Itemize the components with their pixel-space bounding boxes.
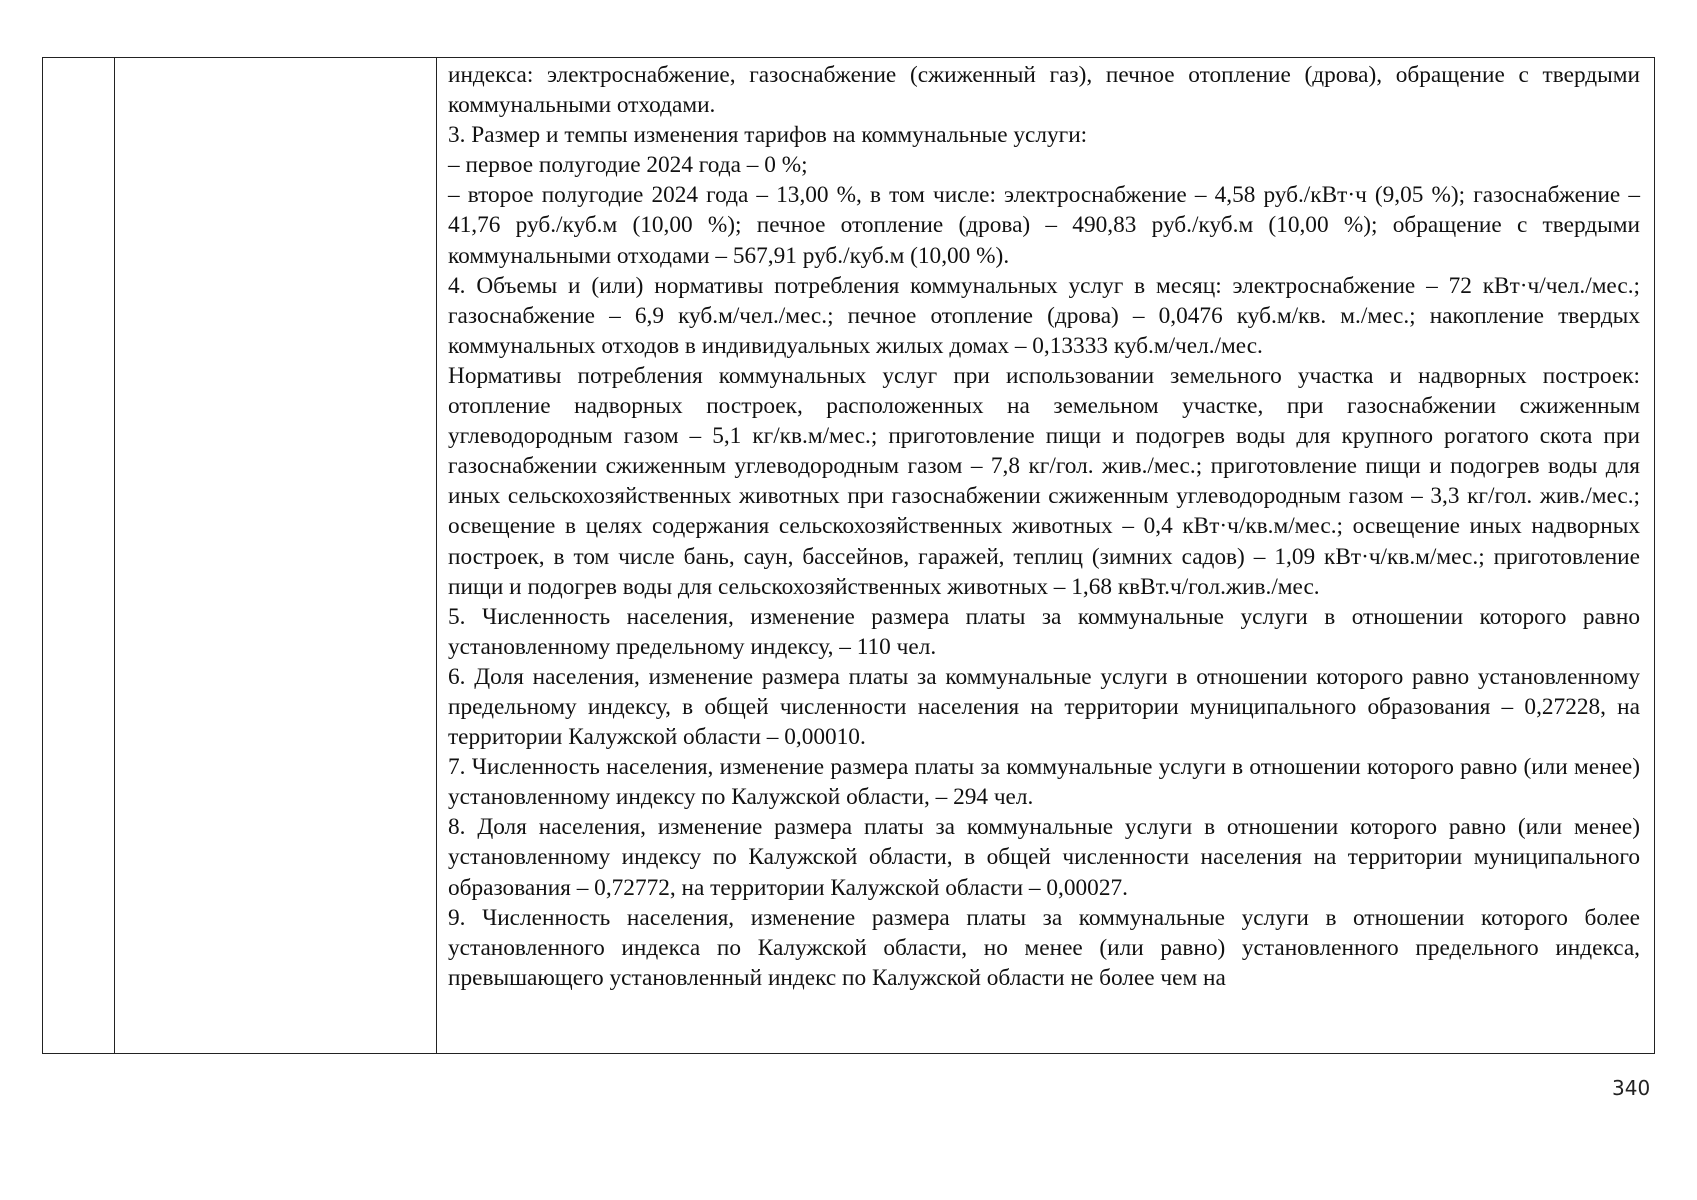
paragraph-second-half-2024: – второе полугодие 2024 года – 13,00 %, в том числе: электроснабжение – 4,58 руб./кВт·ч (9,05 %); газоснабжение – 41,76 руб./куб.м (10,00 %); печное отопление (дрова) – 490,83 руб./куб.м (10,00 %); обращение с твердыми коммунальными отходами – 567,91 руб./куб.м (10,00 %). bbox=[448, 182, 1640, 269]
content-cell bbox=[437, 58, 1655, 1054]
paragraph-index-continuation: индекса: электроснабжение, газоснабжение (сжиженный газ), печное отопление (дрова), обращение с твердыми коммунальными отходами. bbox=[448, 62, 1640, 119]
number-cell bbox=[43, 58, 115, 1054]
paragraph-land-plot-norms: Нормативы потребления коммунальных услуг при использовании земельного участка и надворных построек: отопление надворных построек, расположенных на земельном участке, при газоснабжении сжиженным углеводородным газом – 5,1 кг/кв.м/мес.; приготовление пищи и подогрев воды для крупного рогатого скота при газоснабжении сжиженным углеводородным газом – 7,8 кг/гол. жив./мес.; приготовление пищи и подогрев воды для иных сельскохозяйственных животных при газоснабжении сжиженным углеводородным газом – 3,3 кг/гол. жив./мес.; освещение в целях содержания сельскохозяйственных животных – 0,4 кВт·ч/кв.м/мес.; освещение иных надворных построек, в том числе бань, саун, бассейнов, гаражей, теплиц (зимних садов) – 1,09 кВт·ч/кв.м/мес.; приготовление пищи и подогрев воды для сельскохозяйственных животных – 1,68 квВт.ч/гол.жив./мес. bbox=[448, 362, 1640, 600]
page-number: 340 bbox=[1612, 1076, 1651, 1100]
paragraph-share-regional-index: 8. Доля населения, изменение размера платы за коммунальные услуги в отношении которого равно (или менее) установленному индексу по Калужской области, в общей численности населения на территории муниципального образования – 0,72772, на территории Калужской области – 0,00027. bbox=[448, 814, 1640, 901]
paragraph-population-limit-index: 5. Численность населения, изменение размера платы за коммунальные услуги в отношении которого равно установленному предельному индексу, – 110 чел. bbox=[448, 603, 1640, 660]
paragraph-population-above-index: 9. Численность населения, изменение размера платы за коммунальные услуги в отношении которого более установленного индекса по Калужской области, но менее (или равно) установленного предельного индекса, превышающего установленный индекс по Калужской области не более чем на bbox=[448, 904, 1640, 991]
paragraph-consumption-volumes: 4. Объемы и (или) нормативы потребления коммунальных услуг в месяц: электроснабжение – 72 кВт·ч/чел./мес.; газоснабжение – 6,9 куб.м/чел./мес.; печное отопление (дрова) – 0,0476 куб.м/кв. м./мес.; накопление твердых коммунальных отходов в индивидуальных жилых домах – 0,13333 куб.м/чел./мес. bbox=[448, 272, 1640, 359]
paragraph-share-limit-index: 6. Доля населения, изменение размера платы за коммунальные услуги в отношении которого равно установленному предельному индексу, в общей численности населения на территории муниципального образования – 0,27228, на территории Калужской области – 0,00010. bbox=[448, 663, 1640, 751]
table-row bbox=[43, 58, 1655, 1054]
paragraph-population-regional-index: 7. Численность населения, изменение размера платы за коммунальные услуги в отношении которого равно (или менее) установленному индексу по Калужской области, – 294 чел. bbox=[448, 754, 1640, 811]
title-cell bbox=[115, 58, 437, 1054]
paragraph-first-half-2024: – первое полугодие 2024 года – 0 %; bbox=[448, 152, 808, 179]
paragraph-tariff-heading: 3. Размер и темпы изменения тарифов на коммунальные услуги: bbox=[448, 122, 1088, 149]
document-table bbox=[42, 57, 1655, 1054]
